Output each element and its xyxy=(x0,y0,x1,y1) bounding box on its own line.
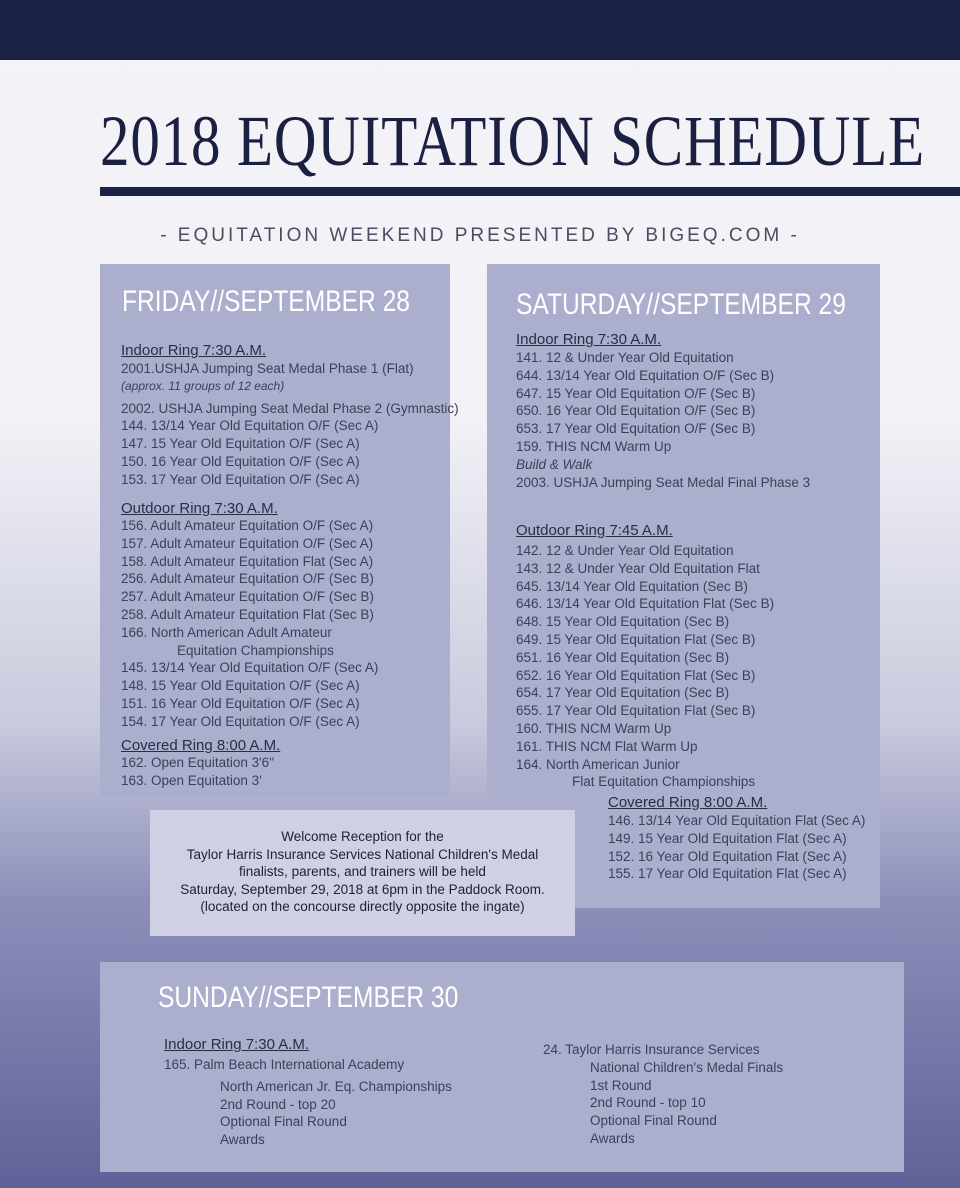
friday-heading: FRIDAY//SEPTEMBER 28 xyxy=(122,285,410,318)
schedule-line: 24. Taylor Harris Insurance Services xyxy=(543,1042,760,1057)
schedule-line: 149. 15 Year Old Equitation Flat (Sec A) xyxy=(608,830,847,846)
friday-covered-list xyxy=(121,754,274,790)
schedule-line: 157. Adult Amateur Equitation O/F (Sec A) xyxy=(121,535,374,551)
saturday-outdoor-list xyxy=(516,542,774,791)
reception-line: Taylor Harris Insurance Services National Children's Medal xyxy=(186,846,539,862)
schedule-line: 655. 17 Year Old Equitation Flat (Sec B) xyxy=(516,703,756,719)
schedule-line: 159. THIS NCM Warm Up xyxy=(516,438,672,454)
schedule-line: 153. 17 Year Old Equitation O/F (Sec A) xyxy=(121,471,360,487)
sunday-heading: SUNDAY//SEPTEMBER 30 xyxy=(158,981,459,1014)
saturday-covered-title: Covered Ring 8:00 A.M. xyxy=(608,794,768,811)
schedule-line: 155. 17 Year Old Equitation Flat (Sec A) xyxy=(608,866,847,882)
friday-panel xyxy=(100,264,459,796)
friday-indoor-title: Indoor Ring 7:30 A.M. xyxy=(121,342,267,359)
schedule-line: 2001.USHJA Jumping Seat Medal Phase 1 (Flat) xyxy=(121,361,414,376)
schedule-line-continued: 2nd Round - top 20 xyxy=(220,1096,336,1112)
friday-outdoor-list xyxy=(121,517,378,731)
schedule-line: 152. 16 Year Old Equitation Flat (Sec A) xyxy=(608,848,847,864)
schedule-line: 156. Adult Amateur Equitation O/F (Sec A) xyxy=(121,518,374,533)
schedule-line: 161. THIS NCM Flat Warm Up xyxy=(516,738,698,754)
schedule-line: 651. 16 Year Old Equitation (Sec B) xyxy=(516,649,730,665)
friday-outdoor-title: Outdoor Ring 7:30 A.M. xyxy=(121,500,278,517)
schedule-note: (approx. 11 groups of 12 each) xyxy=(121,378,285,393)
schedule-line: 647. 15 Year Old Equitation O/F (Sec B) xyxy=(516,385,756,401)
schedule-line: 258. Adult Amateur Equitation Flat (Sec B) xyxy=(121,606,374,622)
schedule-note: Build & Walk xyxy=(516,456,593,472)
schedule-line: 145. 13/14 Year Old Equitation O/F (Sec A) xyxy=(121,660,379,676)
saturday-heading: SATURDAY//SEPTEMBER 29 xyxy=(516,288,846,321)
schedule-line-continued: 2nd Round - top 10 xyxy=(590,1095,706,1111)
schedule-line: 2002. USHJA Jumping Seat Medal Phase 2 (Gymnastic) xyxy=(121,400,459,416)
schedule-line: 645. 13/14 Year Old Equitation (Sec B) xyxy=(516,578,748,594)
schedule-line: 166. North American Adult Amateur xyxy=(121,624,332,640)
schedule-line: 2003. USHJA Jumping Seat Medal Final Phase 3 xyxy=(516,474,811,490)
sunday-right-list xyxy=(543,1041,783,1148)
schedule-line: 150. 16 Year Old Equitation O/F (Sec A) xyxy=(121,453,360,469)
saturday-indoor-list xyxy=(516,349,810,491)
sunday-left-list xyxy=(164,1056,452,1149)
schedule-line-continued: Optional Final Round xyxy=(590,1113,717,1129)
schedule-line: 163. Open Equitation 3' xyxy=(121,772,262,788)
reception-line: (located on the concourse directly opposite the ingate) xyxy=(200,899,525,914)
sunday-indoor-title: Indoor Ring 7:30 A.M. xyxy=(164,1036,310,1053)
schedule-line: 160. THIS NCM Warm Up xyxy=(516,720,672,736)
sunday-panel xyxy=(100,962,904,1172)
schedule-line-continued: Optional Final Round xyxy=(220,1114,347,1130)
page-title: 2018 EQUITATION SCHEDULE xyxy=(100,101,926,181)
schedule-line: 151. 16 Year Old Equitation O/F (Sec A) xyxy=(121,695,360,711)
welcome-reception-box xyxy=(150,810,575,936)
schedule-line-continued: National Children's Medal Finals xyxy=(590,1059,784,1075)
schedule-line: 141. 12 & Under Year Old Equitation xyxy=(516,350,734,365)
friday-covered-title: Covered Ring 8:00 A.M. xyxy=(121,737,281,754)
friday-indoor-list xyxy=(121,360,459,489)
schedule-line-continued: Flat Equitation Championships xyxy=(572,774,756,790)
schedule-line: 144. 13/14 Year Old Equitation O/F (Sec A) xyxy=(121,418,379,434)
top-banner-bar xyxy=(0,0,960,60)
schedule-line: 654. 17 Year Old Equitation (Sec B) xyxy=(516,685,730,701)
schedule-line: 148. 15 Year Old Equitation O/F (Sec A) xyxy=(121,678,360,694)
schedule-line: 649. 15 Year Old Equitation Flat (Sec B) xyxy=(516,631,756,647)
schedule-line: 648. 15 Year Old Equitation (Sec B) xyxy=(516,614,730,630)
schedule-line: 653. 17 Year Old Equitation O/F (Sec B) xyxy=(516,421,756,437)
schedule-line: 652. 16 Year Old Equitation Flat (Sec B) xyxy=(516,667,756,683)
title-underline xyxy=(100,187,960,196)
schedule-line-continued: North American Jr. Eq. Championships xyxy=(220,1078,452,1094)
schedule-line: 146. 13/14 Year Old Equitation Flat (Sec A) xyxy=(608,813,866,828)
schedule-line: 162. Open Equitation 3'6" xyxy=(121,755,274,770)
reception-line: finalists, parents, and trainers will be held xyxy=(239,864,486,879)
schedule-line: 143. 12 & Under Year Old Equitation Flat xyxy=(516,560,760,576)
schedule-line: 165. Palm Beach International Academy xyxy=(164,1057,405,1072)
saturday-indoor-title: Indoor Ring 7:30 A.M. xyxy=(516,331,662,348)
schedule-line-continued: Equitation Championships xyxy=(177,642,334,658)
schedule-line-continued: 1st Round xyxy=(590,1077,652,1093)
schedule-line: 646. 13/14 Year Old Equitation Flat (Sec B) xyxy=(516,596,775,612)
schedule-line: 154. 17 Year Old Equitation O/F (Sec A) xyxy=(121,713,360,729)
saturday-covered-list xyxy=(608,812,865,883)
reception-line: Welcome Reception for the xyxy=(281,829,444,844)
schedule-line: 158. Adult Amateur Equitation Flat (Sec A) xyxy=(121,553,374,569)
schedule-line: 650. 16 Year Old Equitation O/F (Sec B) xyxy=(516,403,756,419)
schedule-line-continued: Awards xyxy=(590,1130,635,1146)
page-subtitle: - EQUITATION WEEKEND PRESENTED BY BIGEQ.COM - xyxy=(160,225,800,246)
schedule-line: 256. Adult Amateur Equitation O/F (Sec B) xyxy=(121,571,374,587)
schedule-line: 147. 15 Year Old Equitation O/F (Sec A) xyxy=(121,436,360,452)
reception-line: Saturday, September 29, 2018 at 6pm in the Paddock Room. xyxy=(180,881,545,897)
schedule-line: 644. 13/14 Year Old Equitation O/F (Sec B) xyxy=(516,367,775,383)
schedule-line: 142. 12 & Under Year Old Equitation xyxy=(516,543,734,558)
schedule-line: 257. Adult Amateur Equitation O/F (Sec B) xyxy=(121,589,374,605)
schedule-line-continued: Awards xyxy=(220,1132,265,1148)
schedule-line: 164. North American Junior xyxy=(516,756,680,772)
saturday-outdoor-title: Outdoor Ring 7:45 A.M. xyxy=(516,522,673,539)
